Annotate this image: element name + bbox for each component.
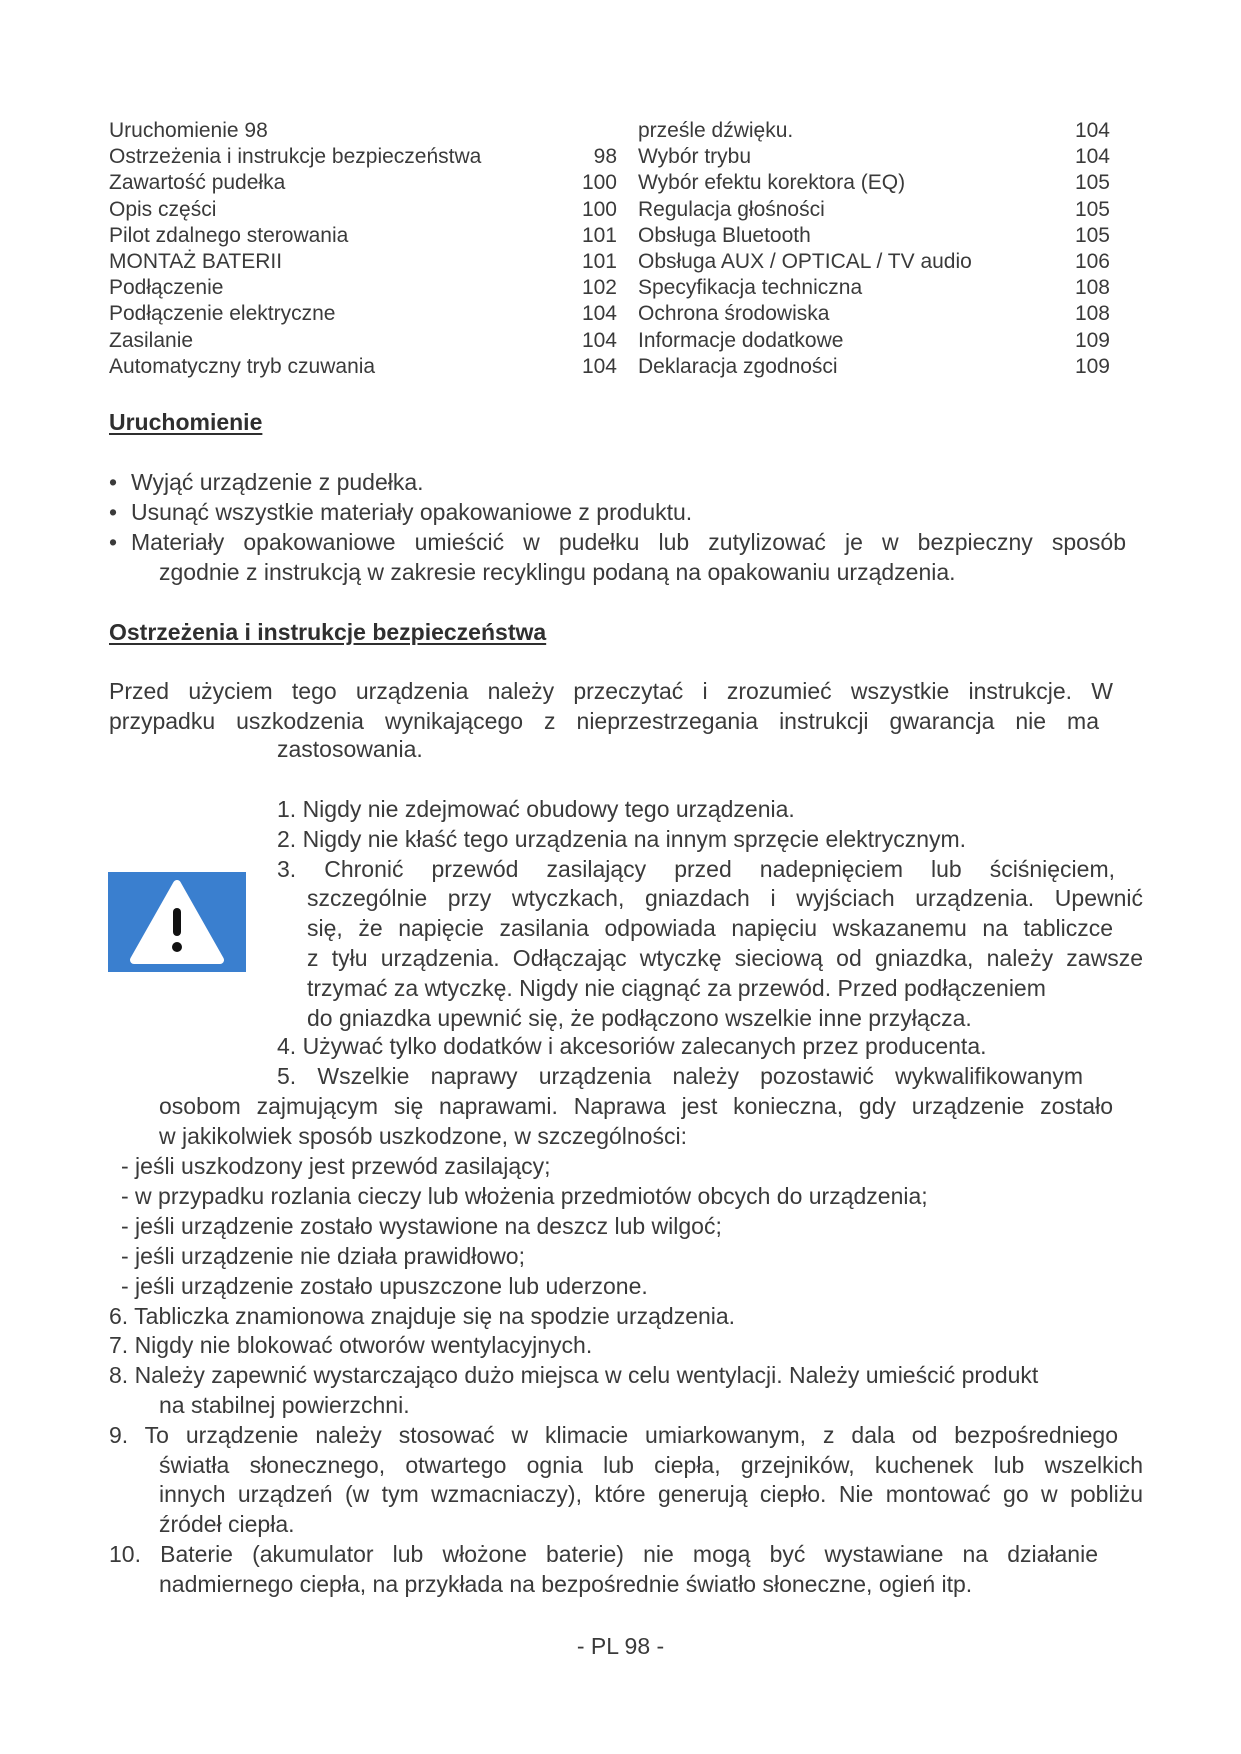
bullet-item: • Usunąć wszystkie materiały opakowaniowe z produktu. xyxy=(131,497,692,527)
toc-entry xyxy=(638,223,1138,249)
toc-entry-title: Obsługa Bluetooth xyxy=(638,223,811,247)
safety-line: 1. Nigdy nie zdejmować obudowy tego urządzenia. xyxy=(277,796,795,822)
toc-entry-title: Wybór trybu xyxy=(638,145,752,169)
toc-entry-page: 105 xyxy=(1074,197,1110,221)
bullet-item: • Materiały opakowaniowe umieścić w pudełku lub zutylizować je w bezpieczny sposób xyxy=(131,527,1126,557)
toc-entry xyxy=(109,170,617,196)
safety-line: szczególnie przy wtyczkach, gniazdach i wyjściach urządzenia. Upewnić xyxy=(307,885,1143,911)
toc-entry-page: 101 xyxy=(581,223,617,247)
toc-entry xyxy=(638,328,1138,354)
toc-entry-page: 109 xyxy=(1074,354,1110,378)
safety-line: się, że napięcie zasilania odpowiada napięciu wskazanemu na tabliczce xyxy=(307,915,1113,941)
intro-line: Przed użyciem tego urządzenia należy przeczytać i zrozumieć wszystkie instrukcje. W xyxy=(109,678,1113,704)
toc-entry xyxy=(638,170,1138,196)
toc-entry-page: 98 xyxy=(593,145,617,169)
toc-entry xyxy=(638,301,1138,327)
safety-line: na stabilnej powierzchni. xyxy=(159,1392,410,1418)
toc-entry-title: Podłączenie xyxy=(109,276,224,300)
bullet-item: • Wyjąć urządzenie z pudełka. xyxy=(131,467,424,497)
page-number: - PL 98 - xyxy=(576,1633,665,1659)
toc-entry-title: Ostrzeżenia i instrukcje bezpieczeństwa xyxy=(109,145,482,169)
toc-entry-title: Pilot zdalnego sterowania xyxy=(109,223,349,247)
safety-line: 7. Nigdy nie blokować otworów wentylacyjnych. xyxy=(109,1332,593,1358)
safety-line: nadmiernego ciepła, na przykłada na bezpośrednie światło słoneczne, ogień itp. xyxy=(159,1571,973,1597)
bullet-continuation: zgodnie z instrukcją w zakresie recyklingu podaną na opakowaniu urządzenia. xyxy=(159,559,956,585)
toc-entry-page: 104 xyxy=(1074,145,1110,169)
toc-entry xyxy=(638,197,1138,223)
toc-entry xyxy=(638,354,1138,380)
toc-entry xyxy=(109,328,617,354)
toc-entry-title: Uruchomienie 98 xyxy=(109,119,268,142)
safety-line: źródeł ciepła. xyxy=(159,1511,295,1537)
toc-entry-page: 105 xyxy=(1074,223,1110,247)
toc-entry-title: Informacje dodatkowe xyxy=(638,328,844,352)
safety-line: - jeśli urządzenie nie działa prawidłowo; xyxy=(121,1243,525,1269)
safety-line: 5. Wszelkie naprawy urządzenia należy pozostawić wykwalifikowanym xyxy=(277,1063,1083,1089)
toc-entry-page: 100 xyxy=(581,197,617,221)
toc-entry xyxy=(109,301,617,327)
toc-entry xyxy=(109,197,617,223)
toc-entry-title: Specyfikacja techniczna xyxy=(638,276,863,300)
toc-entry xyxy=(638,249,1138,275)
safety-line: z tyłu urządzenia. Odłączając wtyczkę sieciową od gniazdka, należy zawsze xyxy=(307,945,1143,971)
toc-entry-title: Opis części xyxy=(109,197,217,221)
toc-entry-title: Wybór efektu korektora (EQ) xyxy=(638,171,906,195)
toc-entry-title: prześle dźwięku. xyxy=(638,119,794,142)
toc-entry xyxy=(109,354,617,380)
toc-entry-page: 108 xyxy=(1074,276,1110,300)
toc-entry-page: 104 xyxy=(581,354,617,378)
safety-line: - jeśli urządzenie zostało wystawione na deszcz lub wilgoć; xyxy=(121,1213,722,1239)
toc-entry-page: 104 xyxy=(1074,119,1110,142)
toc-entry-title: Deklaracja zgodności xyxy=(638,354,838,378)
toc-entry-page: 101 xyxy=(581,249,617,273)
safety-line: trzymać za wtyczkę. Nigdy nie ciągnąć za przewód. Przed podłączeniem xyxy=(307,975,1046,1001)
intro-line: przypadku uszkodzenia wynikającego z nieprzestrzegania instrukcji gwarancja nie ma xyxy=(109,708,1099,734)
safety-line: 8. Należy zapewnić wystarczająco dużo miejsca w celu wentylacji. Należy umieścić produkt xyxy=(109,1362,1039,1388)
safety-line: 6. Tabliczka znamionowa znajduje się na spodzie urządzenia. xyxy=(109,1303,736,1329)
toc-entry-title: MONTAŻ BATERII xyxy=(109,249,283,273)
safety-line: 9. To urządzenie należy stosować w klimacie umiarkowanym, z dala od bezpośredniego xyxy=(109,1422,1118,1448)
safety-line: 2. Nigdy nie kłaść tego urządzenia na innym sprzęcie elektrycznym. xyxy=(277,826,967,852)
toc-entry-page: 108 xyxy=(1074,302,1110,326)
toc-left-column xyxy=(109,118,617,380)
toc-entry-title: Podłączenie elektryczne xyxy=(109,302,336,326)
toc-entry xyxy=(109,144,617,170)
safety-line: 3. Chronić przewód zasilający przed nadepnięciem lub ściśnięciem, xyxy=(277,856,1115,882)
section-heading-uruchomienie: Uruchomienie xyxy=(109,409,263,435)
toc-entry-page: 102 xyxy=(581,276,617,300)
toc-entry-page: 104 xyxy=(581,302,617,326)
toc-entry xyxy=(638,275,1138,301)
toc-entry-title: Regulacja głośności xyxy=(638,197,825,221)
toc-entry xyxy=(109,275,617,301)
intro-line: zastosowania. xyxy=(277,736,423,762)
toc-entry xyxy=(638,118,1138,144)
toc-entry-page: 100 xyxy=(581,171,617,195)
warning-icon xyxy=(108,872,246,972)
safety-line: 4. Używać tylko dodatków i akcesoriów zalecanych przez producenta. xyxy=(277,1033,987,1059)
safety-line: 10. Baterie (akumulator lub włożone baterie) nie mogą być wystawiane na działanie xyxy=(109,1541,1098,1567)
safety-line: do gniazdka upewnić się, że podłączono wszelkie inne przyłącza. xyxy=(307,1005,972,1031)
toc-entry-page: 109 xyxy=(1074,328,1110,352)
toc-entry xyxy=(109,118,609,144)
safety-line: - w przypadku rozlania cieczy lub włożenia przedmiotów obcych do urządzenia; xyxy=(121,1183,928,1209)
safety-line: - jeśli uszkodzony jest przewód zasilający; xyxy=(121,1153,551,1179)
toc-entry xyxy=(109,249,617,275)
toc-entry-title: Zasilanie xyxy=(109,328,194,352)
section-heading-ostrzezenia: Ostrzeżenia i instrukcje bezpieczeństwa xyxy=(109,619,547,645)
safety-line: w jakikolwiek sposób uszkodzone, w szczególności: xyxy=(159,1123,687,1149)
toc-entry-page: 104 xyxy=(581,328,617,352)
toc-entry-title: Obsługa AUX / OPTICAL / TV audio xyxy=(638,249,972,273)
safety-line: osobom zajmującym się naprawami. Naprawa jest konieczna, gdy urządzenie zostało xyxy=(159,1093,1113,1119)
toc-entry-title: Zawartość pudełka xyxy=(109,171,286,195)
toc-entry xyxy=(109,223,617,249)
toc-entry-page: 105 xyxy=(1074,171,1110,195)
toc-entry-title: Automatyczny tryb czuwania xyxy=(109,354,376,378)
safety-line: - jeśli urządzenie zostało upuszczone lub uderzone. xyxy=(121,1273,648,1299)
toc-entry xyxy=(638,144,1138,170)
toc-right-column xyxy=(638,118,1138,380)
safety-line: światła słonecznego, otwartego ognia lub ciepła, grzejników, kuchenek lub wszelkich xyxy=(159,1452,1143,1478)
safety-line: innych urządzeń (w tym wzmacniaczy), które generują ciepło. Nie montować go w pobliżu xyxy=(159,1481,1143,1507)
toc-entry-page: 106 xyxy=(1074,249,1110,273)
toc-entry-title: Ochrona środowiska xyxy=(638,302,830,326)
